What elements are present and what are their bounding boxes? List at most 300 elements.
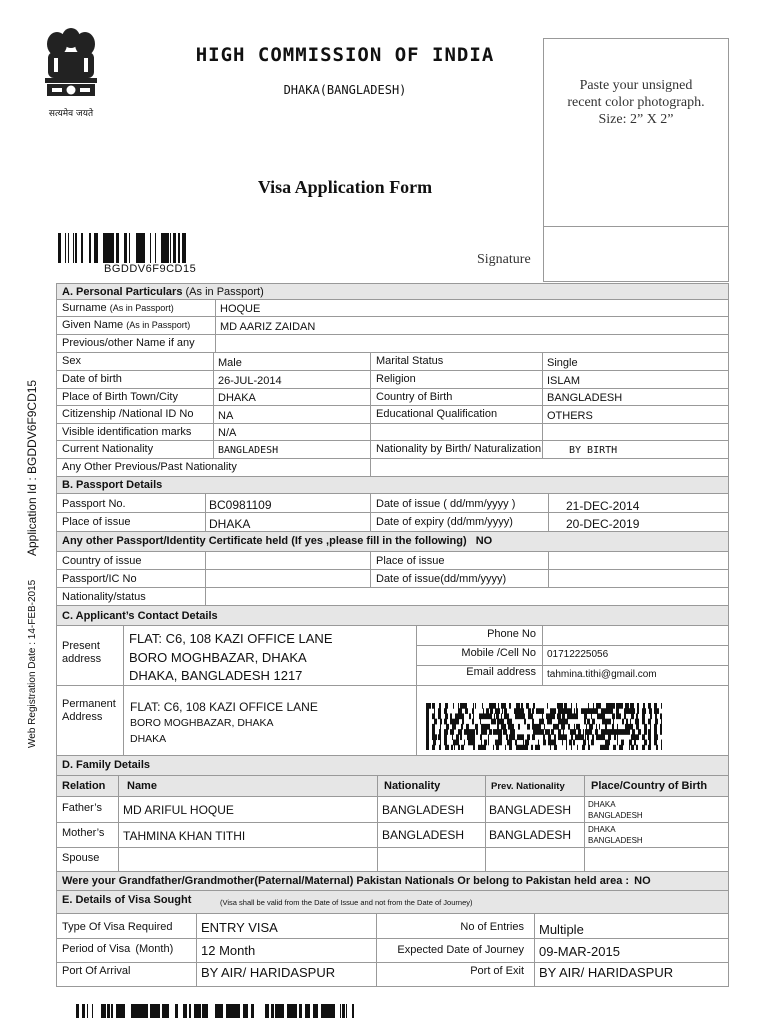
birth-town-value: DHAKA — [218, 392, 256, 404]
barcode-module — [473, 703, 474, 709]
barcode-module — [438, 708, 439, 714]
barcode-bar — [268, 1004, 269, 1018]
barcode-module — [553, 724, 556, 730]
barcode-bar — [252, 1004, 254, 1018]
barcode-bar — [265, 1004, 267, 1018]
barcode-module — [462, 713, 464, 719]
barcode-module — [654, 708, 655, 714]
barcode-module — [451, 745, 453, 750]
barcode-module — [628, 729, 630, 735]
barcode-module — [444, 734, 447, 740]
barcode-module — [644, 719, 645, 725]
barcode-module — [427, 745, 429, 750]
barcode-module — [574, 724, 575, 730]
barcode-module — [560, 713, 561, 719]
barcode-bar — [277, 1004, 279, 1018]
barcode-module — [660, 729, 662, 735]
barcode-module — [573, 740, 575, 746]
ic-no-label: Passport/IC No — [62, 573, 137, 585]
barcode-module — [531, 713, 533, 719]
barcode-module — [591, 708, 592, 714]
barcode-module — [602, 708, 604, 714]
barcode-module — [656, 745, 658, 750]
barcode-module — [518, 703, 520, 709]
barcode-module — [455, 713, 457, 719]
expiry-value: 20-DEC-2019 — [566, 517, 640, 531]
barcode-module — [500, 719, 502, 725]
barcode-module — [547, 719, 550, 725]
barcode-module — [494, 729, 497, 735]
barcode-module — [624, 713, 626, 719]
arrival-label: Port Of Arrival — [62, 965, 131, 977]
barcode-module — [455, 724, 456, 730]
barcode-module — [535, 729, 538, 735]
barcode-module — [512, 734, 515, 740]
permanent-address-label-line: Address — [62, 711, 103, 723]
birth-country-value: BANGLADESH — [547, 392, 623, 404]
barcode-bar — [138, 1004, 140, 1018]
barcode-module — [617, 724, 618, 730]
barcode-module — [446, 729, 448, 735]
issue-place-label: Place of issue — [62, 516, 131, 528]
barcode-module — [552, 708, 553, 714]
given-name-label — [62, 319, 190, 331]
barcode-module — [454, 719, 456, 725]
barcode-module — [518, 713, 520, 719]
barcode-module — [592, 708, 593, 714]
barcode-bar — [215, 1004, 218, 1018]
barcode-bar — [176, 1004, 178, 1018]
barcode-module — [620, 729, 622, 735]
barcode-module — [587, 734, 589, 740]
barcode-module — [550, 713, 552, 719]
barcode-module — [471, 729, 472, 735]
barcode-module — [648, 734, 651, 740]
barcode-bar — [324, 1004, 327, 1018]
barcode-bar — [164, 233, 166, 263]
nationality-status-label: Nationality/status — [62, 591, 146, 603]
barcode-bar — [305, 1004, 308, 1018]
barcode-bar — [243, 1004, 246, 1018]
barcode-module — [469, 713, 471, 719]
barcode-module — [505, 745, 506, 750]
barcode-module — [440, 724, 441, 730]
barcode-module — [538, 708, 541, 714]
barcode-module — [498, 703, 499, 709]
barcode-bar — [81, 233, 83, 263]
barcode-bar — [122, 1004, 123, 1018]
barcode-module — [568, 713, 571, 719]
barcode-bar — [76, 233, 77, 263]
barcode-module — [458, 708, 459, 714]
family-row-relation: Mother’s — [62, 827, 105, 839]
barcode-module — [566, 708, 567, 714]
barcode-module — [521, 713, 523, 719]
barcode-module — [543, 740, 546, 746]
barcode-module — [654, 740, 656, 746]
barcode-module — [661, 713, 662, 719]
barcode-module — [622, 729, 625, 735]
barcode-module — [515, 708, 518, 714]
barcode-module — [642, 708, 643, 714]
exit-label: Port of Exit — [470, 965, 524, 977]
barcode-module — [610, 734, 611, 740]
present-address-label-line: address — [62, 653, 102, 665]
expiry-label: Date of expiry (dd/mm/yyyy) — [376, 516, 513, 528]
barcode-module — [635, 719, 636, 725]
barcode-module — [603, 729, 604, 735]
barcode-module — [661, 719, 662, 725]
barcode-module — [432, 745, 435, 750]
barcode-module — [503, 703, 506, 709]
application-id-label: Application Id : BGDDV6F9CD15 — [25, 379, 39, 556]
barcode-bar — [166, 233, 167, 263]
nat-by-value: BY BIRTH — [569, 445, 618, 456]
visa-period-label-text: Period of Visa — [62, 943, 131, 955]
barcode-bar — [110, 233, 112, 263]
barcode-module — [500, 729, 502, 735]
barcode-module — [654, 724, 657, 730]
barcode-module — [434, 708, 435, 714]
barcode-module — [432, 729, 433, 735]
barcode-module — [464, 740, 465, 746]
barcode-module — [655, 708, 656, 714]
barcode-module — [512, 729, 515, 735]
barcode-module — [502, 708, 503, 714]
barcode-module — [625, 724, 627, 730]
barcode-module — [508, 724, 509, 730]
barcode-module — [577, 745, 578, 750]
barcode-module — [661, 703, 662, 709]
barcode-module — [636, 724, 639, 730]
barcode-bar — [313, 1004, 315, 1018]
barcode-module — [445, 745, 446, 750]
barcode-module — [542, 713, 543, 719]
barcode-module — [627, 703, 629, 709]
nat-by-label: Nationality by Birth/ Naturalization — [376, 443, 542, 455]
barcode-module — [528, 708, 531, 714]
barcode-module — [574, 708, 575, 714]
barcode-module — [479, 713, 481, 719]
barcode-module — [569, 740, 572, 746]
barcode-bar — [112, 233, 114, 263]
barcode-module — [426, 745, 427, 750]
barcode-module — [630, 724, 633, 730]
barcode-bar — [309, 1004, 310, 1018]
barcode-module — [624, 708, 625, 714]
barcode-bar — [94, 233, 96, 263]
issue-date-label: Date of issue ( dd/mm/yyyy ) — [376, 498, 516, 510]
barcode-module — [510, 734, 512, 740]
barcode-bar — [343, 1004, 345, 1018]
permanent-address-line: DHAKA — [130, 733, 167, 745]
barcode-module — [621, 703, 623, 709]
barcode-module — [585, 734, 586, 740]
barcode-module — [644, 708, 646, 714]
barcode-module — [532, 708, 533, 714]
barcode-module — [456, 719, 457, 725]
barcode-module — [576, 708, 578, 714]
barcode-module — [598, 734, 599, 740]
barcode-module — [618, 729, 620, 735]
barcode-module — [562, 734, 563, 740]
religion-label: Religion — [376, 373, 416, 385]
barcode-module — [596, 708, 597, 714]
barcode-module — [613, 719, 614, 725]
barcode-module — [480, 734, 482, 740]
barcode-module — [528, 713, 531, 719]
birth-country-label: Country of Birth — [376, 391, 453, 403]
section-b-heading: B. Passport Details — [62, 479, 163, 491]
barcode-module — [599, 734, 602, 740]
barcode-module — [616, 703, 619, 709]
barcode-module — [608, 719, 611, 725]
barcode-module — [617, 734, 618, 740]
barcode-module — [614, 734, 616, 740]
barcode-module — [567, 713, 568, 719]
barcode-bar — [150, 1004, 153, 1018]
barcode-module — [545, 729, 547, 735]
barcode-bar — [219, 1004, 221, 1018]
barcode-module — [487, 724, 490, 730]
present-address-label — [62, 640, 101, 666]
barcode-module — [561, 719, 563, 725]
barcode-module — [541, 719, 542, 725]
barcode-bar — [89, 233, 91, 263]
barcode-bar — [116, 1004, 117, 1018]
journey-value: 09-MAR-2015 — [539, 944, 620, 959]
barcode-module — [473, 740, 475, 746]
barcode-bar — [120, 1004, 122, 1018]
barcode-module — [596, 703, 598, 709]
barcode-module — [660, 713, 661, 719]
barcode-bar — [232, 1004, 235, 1018]
barcode-module — [649, 740, 651, 746]
barcode-module — [475, 724, 478, 730]
barcode-module — [593, 708, 596, 714]
barcode-module — [433, 729, 435, 735]
barcode-module — [468, 740, 470, 746]
barcode-module — [619, 745, 620, 750]
section-a-note: (As in Passport) — [185, 286, 264, 298]
barcode-bar — [58, 233, 61, 263]
barcode-module — [622, 719, 624, 725]
barcode-module — [567, 708, 569, 714]
barcode-module — [583, 729, 584, 735]
barcode-module — [543, 734, 545, 740]
barcode-module — [506, 713, 509, 719]
birth-town-label: Place of Birth Town/City — [62, 391, 178, 403]
barcode-module — [600, 745, 603, 750]
barcode-module — [606, 703, 609, 709]
barcode-module — [548, 740, 549, 746]
barcode-module — [488, 713, 490, 719]
pakistan-question-text: Were your Grandfather/Grandmother(Paternal/Maternal) Pakistan Nationals Or belong to Pakistan held area : — [62, 875, 630, 887]
barcode-module — [510, 724, 512, 730]
barcode-module — [427, 734, 429, 740]
surname-label-text: Surname — [62, 302, 107, 314]
barcode-module — [456, 734, 458, 740]
barcode-module — [498, 745, 499, 750]
barcode-module — [582, 708, 585, 714]
barcode-module — [488, 740, 489, 746]
barcode-module — [515, 740, 517, 746]
barcode-module — [644, 740, 647, 746]
barcode-module — [427, 703, 428, 709]
barcode-module — [500, 734, 502, 740]
barcode-module — [560, 703, 563, 709]
barcode-module — [446, 703, 448, 709]
barcode-module — [643, 708, 644, 714]
barcode-module — [503, 729, 506, 735]
marks-label: Visible identification marks — [62, 426, 192, 438]
barcode-module — [600, 713, 603, 719]
barcode-module — [519, 745, 522, 750]
barcode-bar — [287, 1004, 289, 1018]
barcode-module — [510, 729, 512, 735]
barcode-module — [632, 734, 635, 740]
barcode-module — [440, 713, 441, 719]
barcode-module — [445, 740, 447, 746]
barcode-module — [485, 745, 486, 750]
barcode-module — [605, 724, 607, 730]
mobile-value: 01712225056 — [547, 649, 609, 660]
family-row-place — [588, 799, 643, 821]
barcode-module — [452, 734, 453, 740]
barcode-module — [605, 719, 608, 725]
barcode-module — [458, 703, 459, 709]
barcode-bar — [137, 1004, 138, 1018]
family-row-place-line: DHAKA — [588, 825, 616, 834]
barcode-bar — [342, 1004, 343, 1018]
barcode-module — [601, 729, 603, 735]
barcode-module — [507, 740, 509, 746]
barcode-module — [532, 734, 535, 740]
barcode-module — [459, 729, 461, 735]
barcode-module — [587, 719, 590, 725]
arrival-value: BY AIR/ HARIDASPUR — [201, 965, 336, 980]
barcode-bar — [107, 233, 110, 263]
family-row-place — [588, 824, 643, 846]
barcode-module — [541, 708, 544, 714]
barcode-module — [576, 724, 578, 730]
barcode-module — [584, 745, 585, 750]
barcode-bar — [315, 1004, 318, 1018]
photo-instructions — [544, 77, 728, 128]
barcode-module — [484, 729, 487, 735]
barcode-bar — [104, 1004, 105, 1018]
entries-value: Multiple — [539, 922, 584, 937]
barcode-module — [642, 719, 644, 725]
barcode-module — [472, 729, 475, 735]
barcode-module — [458, 713, 460, 719]
family-row-prev: BANGLADESH — [489, 803, 572, 817]
barcode-module — [501, 703, 503, 709]
barcode-bar — [185, 233, 186, 263]
barcode-module — [460, 734, 462, 740]
barcode-module — [563, 719, 566, 725]
barcode-module — [578, 724, 580, 730]
barcode-module — [537, 724, 539, 730]
barcode-bar — [175, 1004, 176, 1018]
barcode-module — [461, 729, 462, 735]
barcode-module — [481, 729, 484, 735]
barcode-module — [433, 740, 436, 746]
present-address-label-line: Present — [62, 640, 100, 652]
barcode-module — [432, 734, 434, 740]
barcode-module — [458, 729, 459, 735]
given-name-value: MD AARIZ ZAIDAN — [220, 321, 316, 333]
family-row-relation: Father’s — [62, 802, 102, 814]
barcode-module — [558, 719, 559, 725]
exit-value: BY AIR/ HARIDASPUR — [539, 965, 674, 980]
barcode-module — [603, 713, 605, 719]
barcode-module — [592, 719, 595, 725]
barcode-module — [555, 740, 556, 746]
dob-value: 26-JUL-2014 — [218, 375, 282, 387]
barcode-module — [563, 734, 564, 740]
barcode-module — [466, 729, 468, 735]
barcode-module — [444, 719, 447, 725]
passport-no-value: BC0981109 — [209, 498, 272, 512]
barcode-module — [550, 719, 552, 725]
barcode-module — [498, 740, 499, 746]
barcode-module — [635, 734, 638, 740]
barcode-module — [548, 734, 551, 740]
section-a-title: A. Personal Particulars — [62, 286, 183, 298]
barcode-module — [489, 729, 490, 735]
family-row-name: MD ARIFUL HOQUE — [123, 803, 234, 817]
barcode-module — [564, 734, 567, 740]
barcode-bar — [76, 1004, 79, 1018]
barcode-module — [581, 708, 582, 714]
barcode-bar — [146, 1004, 148, 1018]
barcode-module — [616, 713, 618, 719]
barcode-module — [516, 703, 517, 709]
barcode-module — [597, 713, 598, 719]
barcode-module — [604, 729, 606, 735]
col-prev-nationality: Prev. Nationality — [491, 781, 565, 792]
barcode-module — [568, 724, 570, 730]
barcode-module — [612, 724, 614, 730]
barcode-bar — [136, 233, 138, 263]
barcode-module — [621, 740, 622, 746]
barcode-module — [509, 740, 512, 746]
barcode-module — [472, 708, 474, 714]
citizenship-value: NA — [218, 410, 234, 422]
barcode-module — [531, 745, 533, 750]
email-label: Email address — [466, 666, 536, 678]
barcode-bar — [154, 1004, 157, 1018]
barcode-bar — [196, 1004, 199, 1018]
photo-box — [543, 38, 729, 227]
barcode-module — [558, 734, 559, 740]
barcode-module — [598, 713, 600, 719]
issue-date-value: 21-DEC-2014 — [566, 499, 640, 513]
col-nationality: Nationality — [384, 780, 441, 792]
barcode-module — [462, 719, 464, 725]
barcode-module — [629, 745, 630, 750]
barcode-bar — [323, 1004, 324, 1018]
photo-instruction-line: Paste your unsigned — [579, 78, 693, 93]
barcode-bar — [138, 233, 140, 263]
barcode-module — [481, 740, 482, 746]
barcode-bar — [155, 233, 156, 263]
barcode-module — [571, 734, 573, 740]
barcode-module — [468, 729, 471, 735]
barcode-module — [512, 724, 514, 730]
barcode-module — [631, 713, 634, 719]
